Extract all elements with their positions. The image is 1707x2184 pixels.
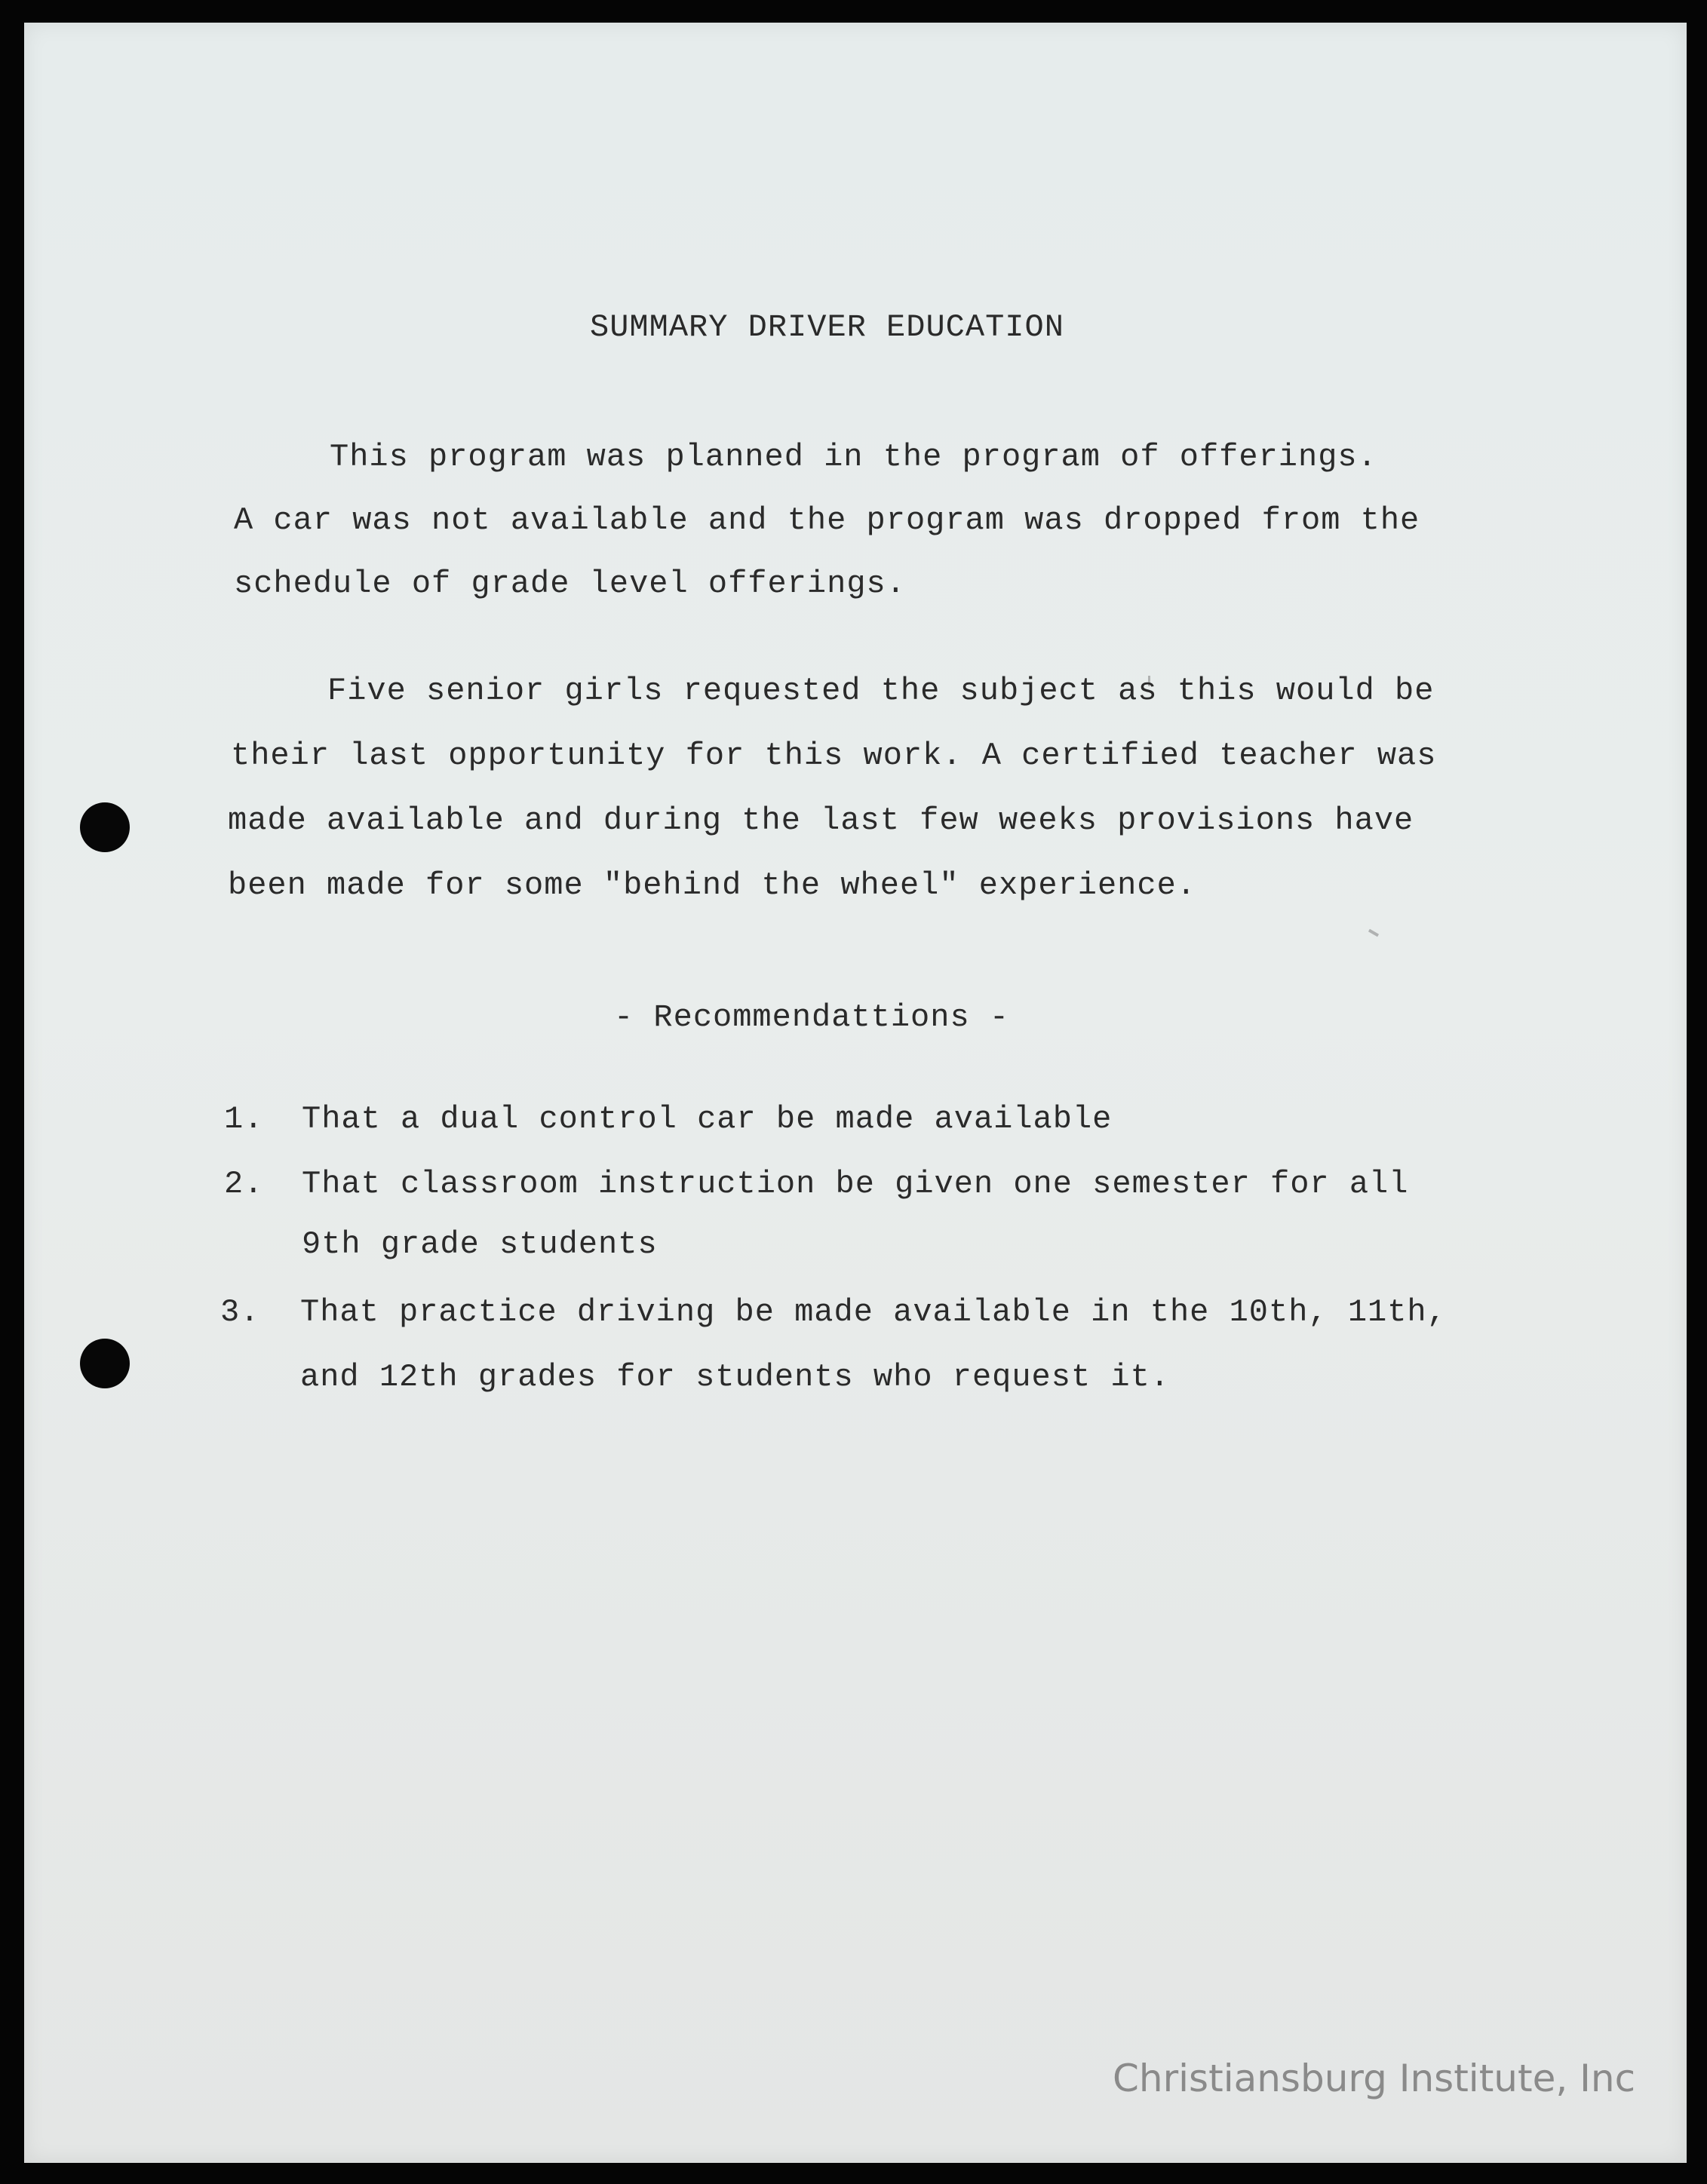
document-title: SUMMARY DRIVER EDUCATION [590,309,1064,345]
paragraph-1-line-2: A car was not available and the program was dropped from the [234,502,1420,538]
binder-hole-bottom [80,1339,130,1388]
paragraph-2-line-2: their last opportunity for this work. A certified teacher was [231,738,1437,774]
recommendation-number: 1. [224,1101,264,1137]
binder-hole-top [80,802,130,852]
paragraph-2-line-3: made available and during the last few weeks provisions have [228,802,1414,839]
document-page [24,23,1687,2163]
recommendation-3-line-2: and 12th grades for students who request it. [300,1359,1170,1395]
recommendation-2-line-2: 9th grade students [302,1226,658,1262]
recommendation-1-line-1: That a dual control car be made available [302,1101,1113,1137]
archive-watermark: Christiansburg Institute, Inc [1113,2057,1636,2100]
recommendation-number: 2. [224,1166,264,1202]
paragraph-2-line-1: Five senior girls requested the subject as this would be [327,673,1435,709]
paragraph-1-line-1: This program was planned in the program of offerings. [330,439,1377,475]
paragraph-1-line-3: schedule of grade level offerings. [234,566,906,602]
recommendation-3-line-1: That practice driving be made available in the 10th, 11th, [300,1294,1447,1330]
recommendations-heading: - Recommendattions - [614,999,1010,1035]
recommendation-number: 3. [220,1294,260,1330]
recommendation-2-line-1: That classroom instruction be given one semester for all [302,1166,1409,1202]
paragraph-2-line-4: been made for some "behind the wheel" experience. [228,867,1197,903]
paper-speck [1368,929,1379,937]
